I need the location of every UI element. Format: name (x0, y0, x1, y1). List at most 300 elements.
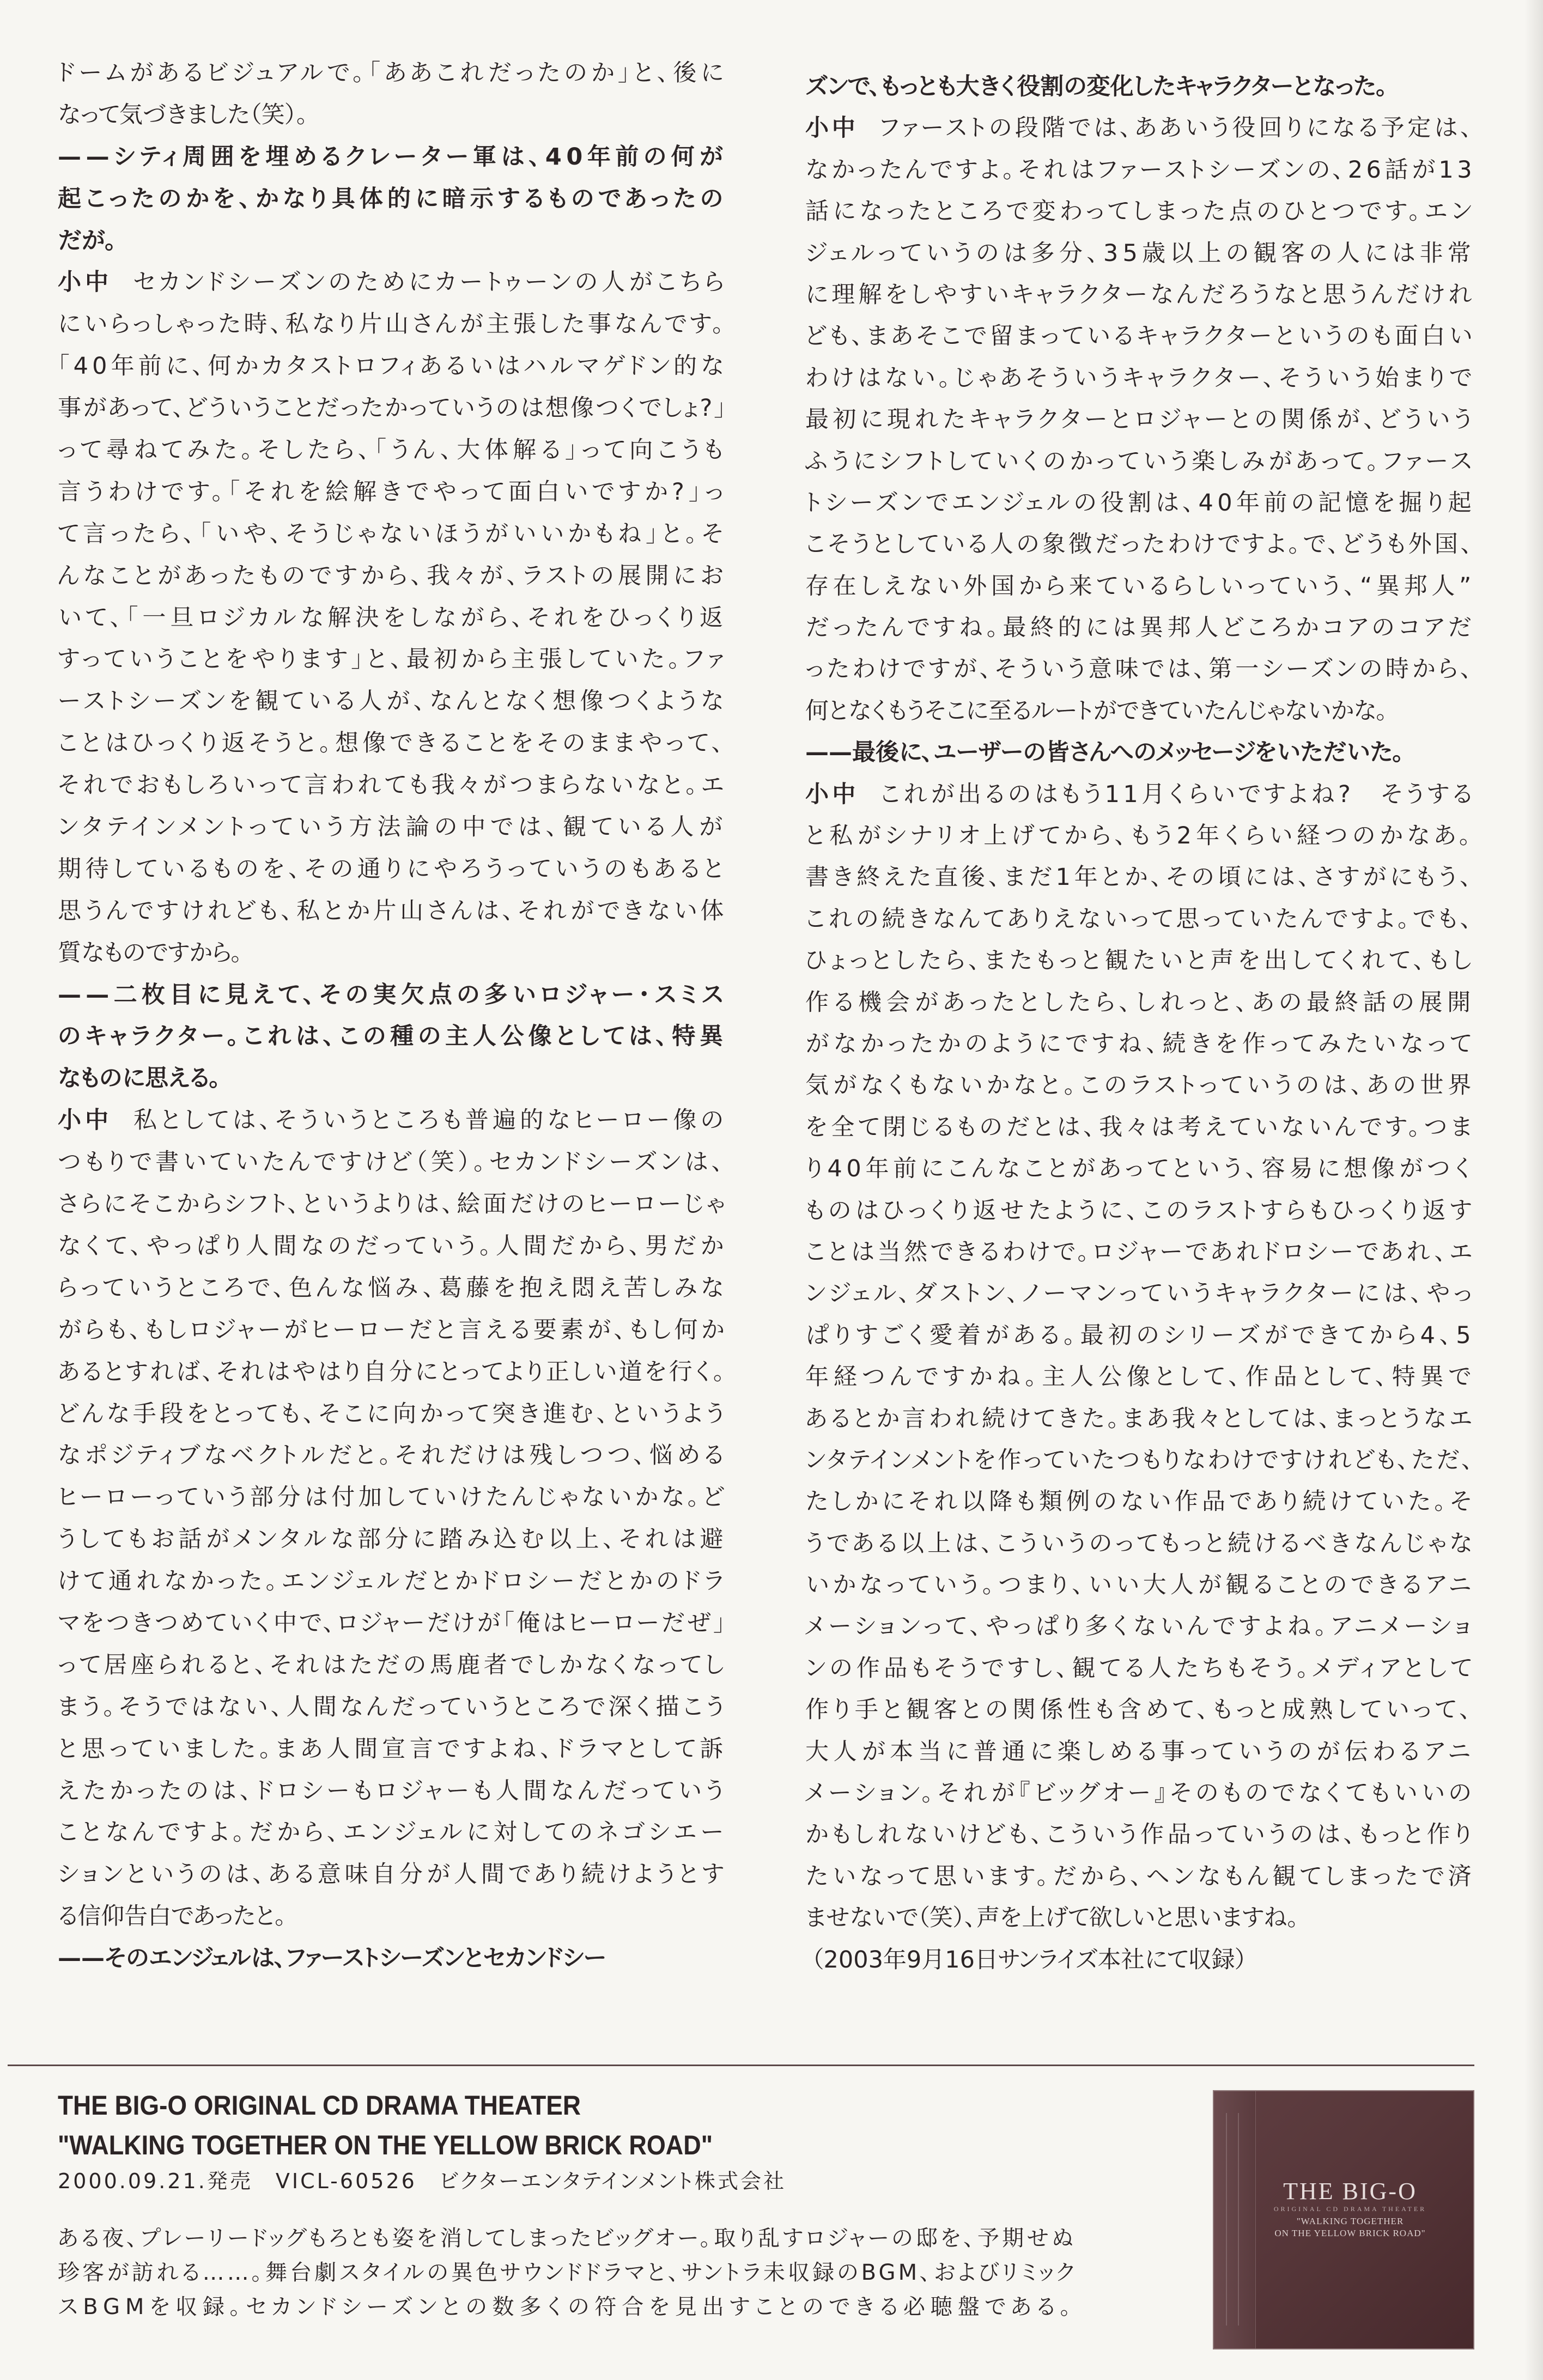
line-text: と思っていました。まあ人間宣言ですよね、ドラマとして訴 (58, 1735, 727, 1763)
answer-line (58, 1183, 727, 1225)
line-text: マをつきつめていく中で、ロジャーだけが「俺はヒーローだぜ」 (58, 1609, 727, 1637)
cover-series: ORIGINAL CD DRAMA THEATER (1273, 2205, 1427, 2213)
answer-line (805, 1606, 1475, 1647)
cd-release-text: 2000.09.21.発売 VICL-60526 ビクターエンタテインメント株式会社 (58, 2169, 786, 2193)
line-text: ——最後に、ユーザーの皆さんへのメッセージをいただいた。 (805, 739, 1405, 767)
answer-line (58, 513, 727, 555)
line-text: だが。 (58, 227, 117, 254)
line-text: こそうとしている人の象徴だったわけですよ。で、どうも外国、 (805, 531, 1475, 558)
line-content (58, 1016, 727, 1058)
answer-line (58, 639, 727, 681)
line-text: なポジティブなベクトルだと。それだけは残しつつ、悩める (58, 1442, 727, 1470)
line-content (805, 66, 1388, 107)
line-content (805, 1023, 1475, 1065)
answer-line (805, 857, 1475, 898)
line-content (58, 52, 727, 94)
line-text: 最初に現れたキャラクターとロジャーとの関係が、どういう (805, 406, 1475, 434)
cd-title (58, 2088, 581, 2123)
answer-line (58, 1100, 727, 1142)
line-text: これの続きなんてありえないって思っていたんですよ。でも、 (805, 905, 1475, 933)
line-content (58, 974, 727, 1016)
line-text: うしてもお話がメンタルな部分に踏み込む以上、それは避 (58, 1526, 727, 1553)
answer-line (58, 1435, 727, 1477)
line-text: つもりで書いていたんですけど（笑）。セカンドシーズンは、 (58, 1149, 727, 1176)
line-text: る信仰告白であったと。 (58, 1903, 287, 1930)
line-text: けて通れなかった。エンジェルだとかドロシーだとかのドラ (58, 1568, 727, 1595)
line-text: たいなって思います。だから、ヘンなもん観てしまったで済 (805, 1862, 1475, 1890)
answer-line (58, 1812, 727, 1854)
line-content (58, 1435, 727, 1477)
answer-line (58, 806, 727, 848)
answer-line (58, 1896, 727, 1938)
interview-column-left (58, 52, 727, 1980)
answer-line (58, 94, 727, 136)
cd-cover-image (1213, 2090, 1474, 2349)
answer-line (805, 1564, 1475, 1606)
line-text: ことなんですよ。だから、エンジェルに対してのネゴシエー (58, 1819, 727, 1847)
line-content (58, 1561, 727, 1602)
cd-release-info (58, 2164, 786, 2198)
cd-subtitle-text: "WALKING TOGETHER ON THE YELLOW BRICK ROAD" (58, 2130, 713, 2160)
interviewer-question-line (805, 66, 1475, 107)
line-text: って尋ねてみた。そしたら、「うん、大体解る」って向こうも (58, 436, 727, 464)
line-text: これが出るのはもう11月くらいですよね? そうする (880, 780, 1476, 808)
line-content (58, 1812, 727, 1854)
answer-line (58, 1728, 727, 1770)
line-text: ンタテインメントを作っていたつもりなわけですけれども、ただ、 (805, 1446, 1475, 1474)
answer-line (58, 387, 727, 429)
answer-line (58, 1309, 727, 1351)
line-text: わけはない。じゃあそういうキャラクター、そういう始まりで (805, 364, 1475, 392)
line-text: ファーストの段階では、ああいう役回りになる予定は、 (879, 114, 1476, 142)
line-content (58, 303, 727, 345)
answer-line (805, 191, 1475, 232)
line-content (58, 1058, 221, 1100)
answer-line (805, 1814, 1475, 1855)
line-text: ひょっとしたら、またもっと観たいと声を出してくれて、もし (805, 947, 1475, 975)
line-content (805, 1856, 1475, 1897)
answer-line (805, 1107, 1475, 1148)
line-text: うである以上は、こういうのってもっと続けるべきなんじゃな (805, 1529, 1475, 1557)
line-text: 起こったのかを、かなり具体的に暗示するものであったの (58, 185, 727, 212)
answer-line (805, 315, 1475, 357)
line-content (805, 982, 1475, 1023)
line-content (805, 1731, 1475, 1772)
line-text: すっていうことをやります」と、最初から主張していた。ファ (58, 646, 727, 673)
cd-description-text: スBGMを収録。セカンドシーズンとの数多くの符合を見出すことのできる必聴盤である。 (58, 2294, 1077, 2320)
speaker-name: 小中 (58, 269, 113, 296)
answer-line (805, 1897, 1475, 1939)
line-text: 私としては、そういうところも普遍的なヒーロー像の (133, 1107, 728, 1134)
answer-line (805, 566, 1475, 607)
answer-line (58, 471, 727, 513)
line-text: ったわけですが、そういう意味では、第一シーズンの時から、 (805, 655, 1475, 683)
answer-line (805, 982, 1475, 1023)
line-text: 作る機会があったとしたら、しれっと、あの最終話の展開 (805, 988, 1475, 1016)
answer-line (58, 722, 727, 764)
line-text: 大人が本当に普通に楽しめる事っていうのが伝わるアニ (805, 1738, 1475, 1765)
line-text: ども、まあそこで留まっているキャラクターというのも面白い (805, 323, 1475, 350)
line-text: セカンドシーズンのためにカートゥーンの人がこちら (133, 269, 728, 296)
line-text: んなことがあったものですから、我々が、ラストの展開にお (58, 562, 727, 590)
speaker-name: 小中 (58, 1107, 113, 1134)
answer-line (805, 1772, 1475, 1814)
line-text: ものはひっくり返せたように、このラストすらもひっくり返す (805, 1197, 1475, 1224)
answer-line (58, 597, 727, 639)
line-content (58, 1225, 727, 1267)
answer-line (58, 681, 727, 722)
line-text: いて、「一旦ロジカルな解決をしながら、それをひっくり返 (58, 604, 727, 632)
line-text: ことはひっくり返そうと。想像できることをそのままやって、 (58, 730, 727, 757)
page-edge-shadow (1524, 0, 1543, 2380)
line-text: だったんですね。最終的には異邦人どころかコアのコアだ (805, 614, 1475, 642)
answer-line (58, 1351, 727, 1393)
line-content (805, 1148, 1475, 1189)
line-text: メーション。それが『ビッグオー』そのものでなくてもいいの (805, 1780, 1475, 1807)
answer-line (58, 429, 727, 471)
answer-line (58, 262, 727, 303)
answer-line (805, 274, 1475, 315)
line-text: いかなっていう。つまり、いい大人が観ることのできるアニ (805, 1571, 1475, 1599)
recording-note (805, 1939, 1475, 1981)
answer-line (805, 1523, 1475, 1564)
answer-line (58, 1267, 727, 1309)
cd-description-line (58, 2256, 1077, 2290)
interviewer-question-line (58, 974, 727, 1016)
answer-line (58, 1770, 727, 1812)
answer-line (805, 1148, 1475, 1189)
line-content (58, 262, 727, 303)
line-content (58, 848, 727, 890)
cd-title-text: THE BIG-O ORIGINAL CD DRAMA THEATER (58, 2090, 581, 2121)
cd-subtitle (58, 2128, 713, 2163)
line-content (805, 857, 1475, 898)
interviewer-question-line (58, 1938, 727, 1980)
line-content (58, 1644, 727, 1686)
cd-description-text: 珍客が訪れる……。舞台劇スタイルの異色サウンドドラマと、サントラ未収録のBGM、およびリミック (58, 2260, 1077, 2285)
line-content (58, 764, 727, 806)
line-content (58, 1770, 727, 1812)
line-text: あるとすれば、それはやはり自分にとってより正しい道を行く。 (58, 1358, 727, 1386)
line-text: なものに思える。 (58, 1065, 221, 1092)
line-content (805, 1564, 1475, 1606)
line-content (58, 1477, 727, 1519)
line-content (805, 732, 1404, 773)
answer-line (58, 764, 727, 806)
line-content (805, 1190, 1475, 1231)
line-content (58, 681, 727, 722)
line-content (805, 1356, 1475, 1398)
line-text: がらも、もしロジャーがヒーローだと言える要素が、もし何か (58, 1316, 727, 1344)
answer-line (805, 107, 1475, 149)
section-divider (8, 2065, 1474, 2066)
line-text: ——二枚目に見えて、その実欠点の多いロジャー・スミス (58, 981, 727, 1009)
answer-line (58, 303, 727, 345)
line-content (58, 345, 727, 387)
line-content (58, 387, 727, 429)
line-content (58, 890, 727, 932)
line-text: ジェルっていうのは多分、35歳以上の観客の人には非常 (805, 239, 1475, 267)
line-content (805, 441, 1475, 482)
line-content (805, 191, 1475, 232)
line-content (58, 1938, 606, 1980)
line-content (58, 1351, 727, 1393)
line-text: ーストシーズンを観ている人が、なんとなく想像つくような (58, 688, 727, 715)
line-content (805, 690, 1388, 732)
line-content (805, 233, 1475, 274)
line-content (805, 1273, 1475, 1314)
line-content (58, 639, 727, 681)
obi-rule (1226, 2113, 1227, 2326)
line-text: なかったんですよ。それはファーストシーズンの、26話が13 (805, 156, 1475, 184)
line-content (805, 566, 1475, 607)
line-text: 質なものですから。 (58, 939, 243, 967)
line-text: あるとか言われ続けてきた。まあ我々としては、まっとうなエ (805, 1405, 1475, 1432)
line-text: に理解をしやすいキャラクターなんだろうなと思うんだけれ (805, 281, 1475, 308)
answer-line (58, 555, 727, 597)
line-content (58, 136, 727, 178)
line-text: ——そのエンジェルは、ファーストシーズンとセカンドシー (58, 1945, 606, 1972)
speaker-name: 小中 (805, 114, 859, 142)
line-content (805, 107, 1475, 149)
line-content (58, 1519, 727, 1561)
line-text: 言うわけです。「それを絵解きでやって面白いですか?」っ (58, 478, 727, 506)
line-content (58, 932, 242, 974)
line-text: 存在しえない外国から来ているらしいっていう、“異邦人” (805, 572, 1475, 600)
answer-line (805, 1315, 1475, 1356)
line-content (805, 524, 1475, 565)
line-content (58, 178, 727, 220)
answer-line (805, 1689, 1475, 1731)
line-text: それでおもしろいって言われても我々がつまらないなと。エ (58, 772, 727, 799)
line-text: 事があって、どういうことだったかっていうのは想像つくでしょ?」 (58, 394, 727, 422)
line-content (58, 1142, 727, 1183)
line-content (58, 1854, 727, 1896)
answer-line (58, 345, 727, 387)
line-content (805, 1606, 1475, 1647)
answer-line (58, 1142, 727, 1183)
line-content (805, 1897, 1299, 1939)
answer-line (805, 1731, 1475, 1772)
answer-line (58, 1477, 727, 1519)
line-content (58, 806, 727, 848)
line-content (805, 898, 1475, 940)
line-text: と私がシナリオ上げてから、もう2年くらい経つのかなあ。 (805, 822, 1475, 850)
answer-line (805, 399, 1475, 440)
cover-title: THE BIG-O (1283, 2178, 1417, 2205)
line-content (805, 357, 1475, 399)
answer-line (805, 607, 1475, 648)
line-text: にいらっしゃった時、私なり片山さんが主張した事なんです。 (58, 311, 727, 338)
line-text: を全て閉じるものだとは、我々は考えていないんです。つま (805, 1113, 1475, 1141)
interviewer-question-line (58, 1016, 727, 1058)
answer-line (805, 1273, 1475, 1314)
answer-line (805, 233, 1475, 274)
answer-line (58, 1519, 727, 1561)
line-content (805, 648, 1475, 690)
line-text: がなかったかのようにですね、続きを作ってみたいなって (805, 1030, 1475, 1058)
interviewer-question-line (805, 732, 1475, 773)
line-content (805, 1523, 1475, 1564)
answer-line (805, 898, 1475, 940)
line-content (805, 1648, 1475, 1689)
obi-rule (1238, 2113, 1239, 2326)
line-content (805, 607, 1475, 648)
answer-line (58, 932, 727, 974)
line-content (58, 1267, 727, 1309)
cover-tagline: "WALKING TOGETHER (1296, 2216, 1404, 2226)
answer-line (805, 1856, 1475, 1897)
line-text: メーションって、やっぱり多くないんですよね。アニメーショ (805, 1613, 1475, 1641)
line-text: （2003年9月16日サンライズ本社にて収録） (812, 1946, 1247, 1974)
line-text: ——シティ周囲を埋めるクレーター軍は、40年前の何が (58, 143, 727, 171)
answer-line (805, 1356, 1475, 1398)
answer-line (58, 1602, 727, 1644)
answer-line (805, 1065, 1475, 1106)
interviewer-question-line (58, 1058, 727, 1100)
speaker-name: 小中 (805, 780, 859, 808)
answer-line (805, 774, 1475, 815)
line-content (805, 274, 1475, 315)
answer-line (805, 441, 1475, 482)
answer-line (805, 1190, 1475, 1231)
line-content (805, 1231, 1475, 1273)
answer-line (58, 1686, 727, 1728)
line-content (58, 1100, 727, 1142)
cd-description-line (58, 2221, 1077, 2256)
line-content (805, 315, 1475, 357)
interview-column-right (805, 66, 1475, 1981)
line-text: なくて、やっぱり人間なのだっていう。人間だから、男だか (58, 1232, 727, 1260)
answer-line (805, 357, 1475, 399)
answer-line (805, 1648, 1475, 1689)
line-content (58, 555, 727, 597)
line-text: どんな手段をとっても、そこに向かって突き進む、というよう (58, 1400, 727, 1428)
line-content (805, 149, 1475, 191)
line-text: 期待しているものを、その通りにやろうっていうのもあると (58, 855, 727, 883)
line-content (58, 471, 727, 513)
cover-tagline: ON THE YELLOW BRICK ROAD" (1274, 2228, 1426, 2238)
line-content (58, 1728, 727, 1770)
line-text: ションというのは、ある意味自分が人間であり続けようとす (58, 1861, 727, 1889)
line-content (58, 513, 727, 555)
line-text: ヒーローっていう部分は付加していけたんじゃないかな。ど (58, 1484, 727, 1511)
line-content (58, 94, 308, 136)
line-text: かもしれないけども、こういう作品っていうのは、もっと作り (805, 1821, 1475, 1849)
line-content (58, 722, 727, 764)
answer-line (805, 648, 1475, 690)
interviewer-question-line (58, 136, 727, 178)
line-content (58, 1686, 727, 1728)
answer-line (58, 52, 727, 94)
line-content (805, 399, 1475, 440)
cd-description-line (58, 2290, 1077, 2324)
answer-line (805, 1440, 1475, 1481)
line-content (805, 1065, 1475, 1106)
line-text: ことは当然できるわけで。ロジャーであれドロシーであれ、エ (805, 1238, 1475, 1266)
line-text: 「40年前に、何かカタストロフィあるいはハルマゲドン的な (58, 353, 727, 380)
line-content (805, 1772, 1475, 1814)
answer-line (58, 890, 727, 932)
line-text: 思うんですけれども、私とか片山さんは、それができない体 (58, 897, 727, 925)
answer-line (58, 1393, 727, 1435)
answer-line (58, 1644, 727, 1686)
line-text: て言ったら、「いや、そうじゃないほうがいいかもね」と。そ (58, 520, 727, 548)
answer-line (805, 1481, 1475, 1522)
line-text: ぱりすごく愛着がある。最初のシリーズができてから4、5 (805, 1321, 1475, 1349)
line-text: り40年前にこんなことがあってという、容易に想像がつく (805, 1155, 1475, 1183)
line-content (805, 1315, 1475, 1356)
answer-line (805, 940, 1475, 981)
line-content (805, 1689, 1475, 1731)
answer-line (805, 524, 1475, 565)
answer-line (805, 1231, 1475, 1273)
line-content (805, 1481, 1475, 1522)
answer-line (58, 848, 727, 890)
line-text: ンジェル、ダストン、ノーマンっていうキャラクターには、やっ (805, 1280, 1475, 1308)
line-content (58, 1896, 287, 1938)
line-text: 書き終えた直後、まだ1年とか、その頃には、さすがにもう、 (805, 864, 1475, 891)
line-content (805, 940, 1475, 981)
cd-description-text: ある夜、プレーリードッグもろとも姿を消してしまったビッグオー。取り乱すロジャーの邸を、予期せぬ (58, 2226, 1077, 2251)
interviewer-question-line (58, 220, 727, 262)
line-text: ドームがあるビジュアルで。「ああこれだったのか」と、後に (58, 59, 727, 87)
line-content (58, 597, 727, 639)
line-text: 気がなくもないかなと。このラストっていうのは、あの世界 (805, 1072, 1475, 1100)
line-text: 何となくもうそこに至るルートができていたんじゃないかな。 (805, 697, 1388, 725)
line-text: ズンで、もっとも大きく役割の変化したキャラクターとなった。 (805, 73, 1388, 100)
line-content (805, 815, 1475, 857)
answer-line (805, 1023, 1475, 1065)
answer-line (58, 1854, 727, 1896)
line-text: まう。そうではない、人間なんだっていうところで深く描こう (58, 1693, 727, 1721)
answer-line (805, 1398, 1475, 1440)
line-text: 話になったところで変わってしまった点のひとつです。エン (805, 198, 1475, 226)
line-text: ませないで（笑）、声を上げて欲しいと思いますね。 (805, 1904, 1299, 1932)
line-content (805, 1814, 1475, 1855)
line-content (805, 1939, 1247, 1981)
line-text: えたかったのは、ドロシーもロジャーも人間なんだっていう (58, 1777, 727, 1805)
line-content (805, 774, 1475, 815)
interviewer-question-line (58, 178, 727, 220)
line-content (805, 1440, 1475, 1481)
line-text: さらにそこからシフト、というよりは、絵面だけのヒーローじゃ (58, 1191, 727, 1218)
answer-line (805, 482, 1475, 524)
line-content (58, 220, 117, 262)
line-content (805, 482, 1475, 524)
line-text: 作り手と観客との関係性も含めて、もっと成熟していって、 (805, 1696, 1475, 1724)
line-text: らっていうところで、色んな悩み、葛藤を抱え悶え苦しみな (58, 1274, 727, 1302)
line-content (58, 1602, 727, 1644)
line-text: 年経つんですかね。主人公像として、作品として、特異で (805, 1363, 1475, 1391)
line-content (805, 1398, 1475, 1440)
line-content (58, 1309, 727, 1351)
line-content (58, 1183, 727, 1225)
line-content (805, 1107, 1475, 1148)
line-text: トシーズンでエンジェルの役割は、40年前の記憶を掘り起 (805, 489, 1475, 517)
answer-line (58, 1561, 727, 1602)
line-text: なって気づきました（笑）。 (58, 101, 308, 129)
answer-line (805, 815, 1475, 857)
line-content (58, 429, 727, 471)
answer-line (58, 1225, 727, 1267)
answer-line (805, 690, 1475, 732)
line-text: のキャラクター。これは、この種の主人公像としては、特異 (58, 1023, 727, 1051)
line-text: ンの作品もそうですし、観てる人たちもそう。メディアとして (805, 1654, 1475, 1682)
answer-line (805, 149, 1475, 191)
line-text: ンタテインメントっていう方法論の中では、観ている人が (58, 813, 727, 841)
line-content (58, 1393, 727, 1435)
